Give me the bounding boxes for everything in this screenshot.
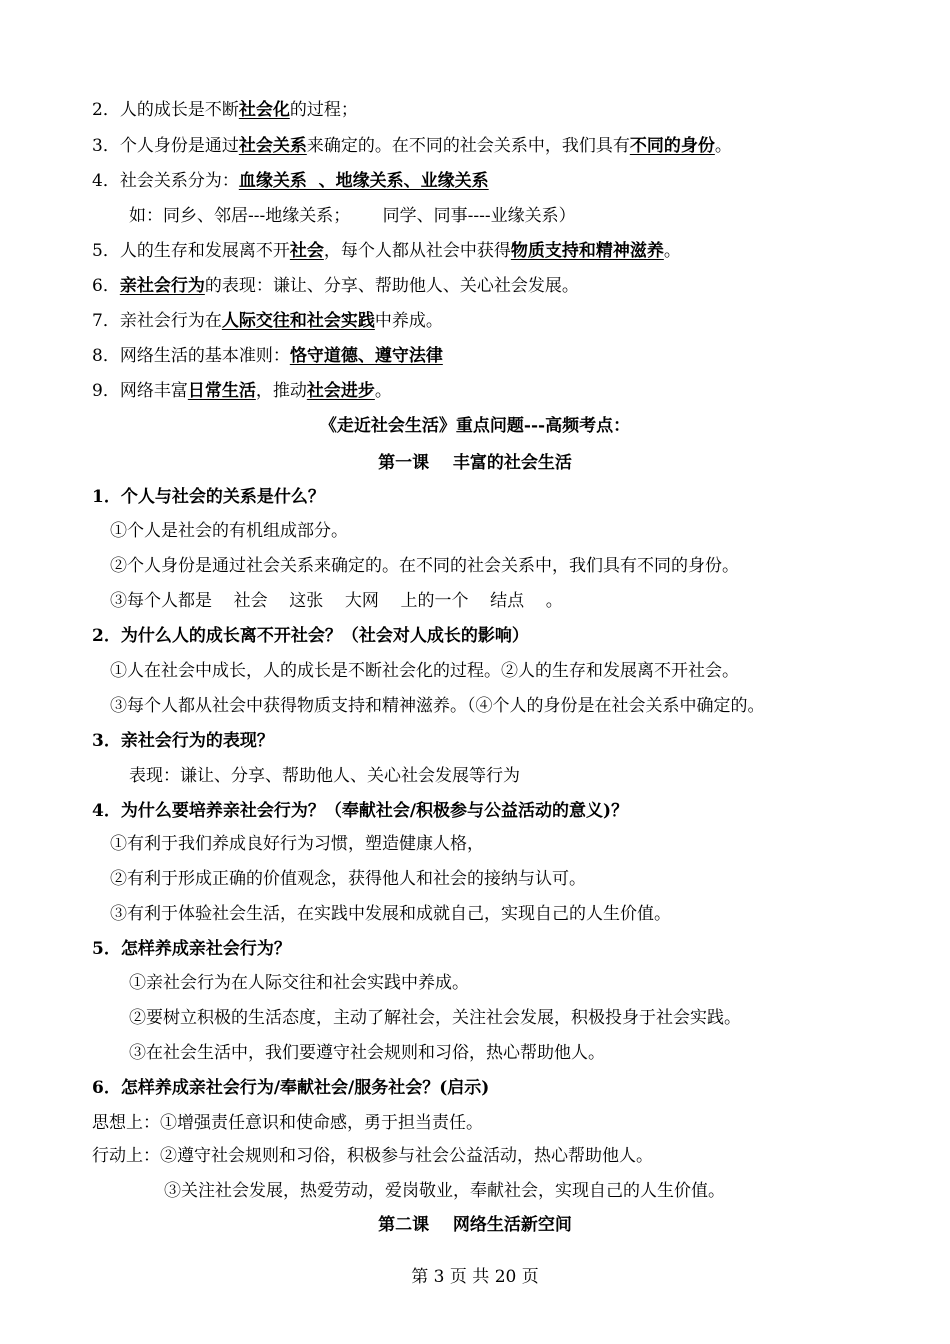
key-term: 物质支持和精神滋养 bbox=[510, 241, 664, 261]
point-2: 2．人的成长是不断社会化的过程； bbox=[92, 100, 358, 120]
answer-line: ①亲社会行为在人际交往和社会实践中养成。 bbox=[129, 973, 469, 993]
question-5: 5．怎样养成亲社会行为？ bbox=[92, 939, 291, 959]
answer-line: ③每个人都是 社会 这张 大网 上的一个 结点 。 bbox=[110, 591, 563, 611]
key-term: 恪守道德、遵守法律 bbox=[289, 346, 443, 366]
key-term: 社会关系 bbox=[238, 136, 307, 156]
lesson-heading: 第一课 丰富的社会生活 bbox=[378, 453, 572, 473]
lesson-heading: 第二课 网络生活新空间 bbox=[378, 1215, 572, 1235]
answer-line: 思想上：①增强责任意识和使命感，勇于担当责任。 bbox=[92, 1113, 483, 1133]
point-8: 8．网络生活的基本准则：恪守道德、遵守法律 bbox=[92, 346, 443, 366]
answer-line: 行动上：②遵守社会规则和习俗，积极参与社会公益活动，热心帮助他人。 bbox=[92, 1146, 653, 1166]
key-term: 血缘关系 、地缘关系、业缘关系 bbox=[238, 171, 489, 191]
answer-line: ③关注社会发展，热爱劳动，爱岗敬业，奉献社会，实现自己的人生价值。 bbox=[164, 1181, 725, 1201]
page-number-footer: 第 3 页 共 20 页 bbox=[411, 1267, 539, 1287]
point-5: 5．人的生存和发展离不开社会，每个人都从社会中获得物质支持和精神滋养。 bbox=[92, 241, 681, 261]
point-4-example: 如：同乡、邻居---地缘关系； 同学、同事----业缘关系） bbox=[129, 206, 576, 226]
point-7: 7．亲社会行为在人际交往和社会实践中养成。 bbox=[92, 311, 443, 331]
section-heading: 《走近社会生活》重点问题---高频考点： bbox=[319, 416, 631, 436]
point-9: 9．网络丰富日常生活，推动社会进步。 bbox=[92, 381, 392, 401]
question-6: 6．怎样养成亲社会行为/奉献社会/服务社会？(启示) bbox=[92, 1078, 490, 1098]
answer-line: ③每个人都从社会中获得物质支持和精神滋养。（④个人的身份是在社会关系中确定的。 bbox=[110, 696, 765, 716]
answer-line: ②要树立积极的生活态度，主动了解社会，关注社会发展，积极投身于社会实践。 bbox=[129, 1008, 741, 1028]
point-6: 6．亲社会行为的表现：谦让、分享、帮助他人、关心社会发展。 bbox=[92, 276, 579, 296]
answer-line: ②有利于形成正确的价值观念，获得他人和社会的接纳与认可。 bbox=[110, 869, 586, 889]
point-3: 3．个人身份是通过社会关系来确定的。在不同的社会关系中，我们具有不同的身份。 bbox=[92, 136, 732, 156]
question-1: 1．个人与社会的关系是什么？ bbox=[92, 487, 325, 507]
answer-line: ①有利于我们养成良好行为习惯，塑造健康人格， bbox=[110, 834, 484, 854]
answer-line: ②个人身份是通过社会关系来确定的。在不同的社会关系中，我们具有不同的身份。 bbox=[110, 556, 739, 576]
question-3: 3．亲社会行为的表现？ bbox=[92, 731, 274, 751]
key-term: 社会 bbox=[289, 241, 324, 261]
key-term: 社会进步 bbox=[306, 381, 375, 401]
question-4: 4．为什么要培养亲社会行为？（奉献社会/积极参与公益活动的意义)？ bbox=[92, 801, 629, 821]
key-term: 人际交往和社会实践 bbox=[221, 311, 375, 331]
answer-line: ③有利于体验社会生活，在实践中发展和成就自己，实现自己的人生价值。 bbox=[110, 904, 671, 924]
key-term: 亲社会行为 bbox=[119, 276, 205, 296]
question-2: 2．为什么人的成长离不开社会？（社会对人成长的影响） bbox=[92, 626, 529, 646]
answer-line: ①个人是社会的有机组成部分。 bbox=[110, 521, 348, 541]
point-4: 4．社会关系分为：血缘关系 、地缘关系、业缘关系 bbox=[92, 171, 489, 191]
key-term: 日常生活 bbox=[187, 381, 256, 401]
key-term: 社会化 bbox=[238, 100, 290, 120]
key-term: 不同的身份 bbox=[629, 136, 715, 156]
answer-line: ①人在社会中成长，人的成长是不断社会化的过程。②人的生存和发展离不开社会。 bbox=[110, 661, 739, 681]
answer-line: 表现：谦让、分享、帮助他人、关心社会发展等行为 bbox=[129, 766, 520, 786]
answer-line: ③在社会生活中，我们要遵守社会规则和习俗，热心帮助他人。 bbox=[129, 1043, 605, 1063]
